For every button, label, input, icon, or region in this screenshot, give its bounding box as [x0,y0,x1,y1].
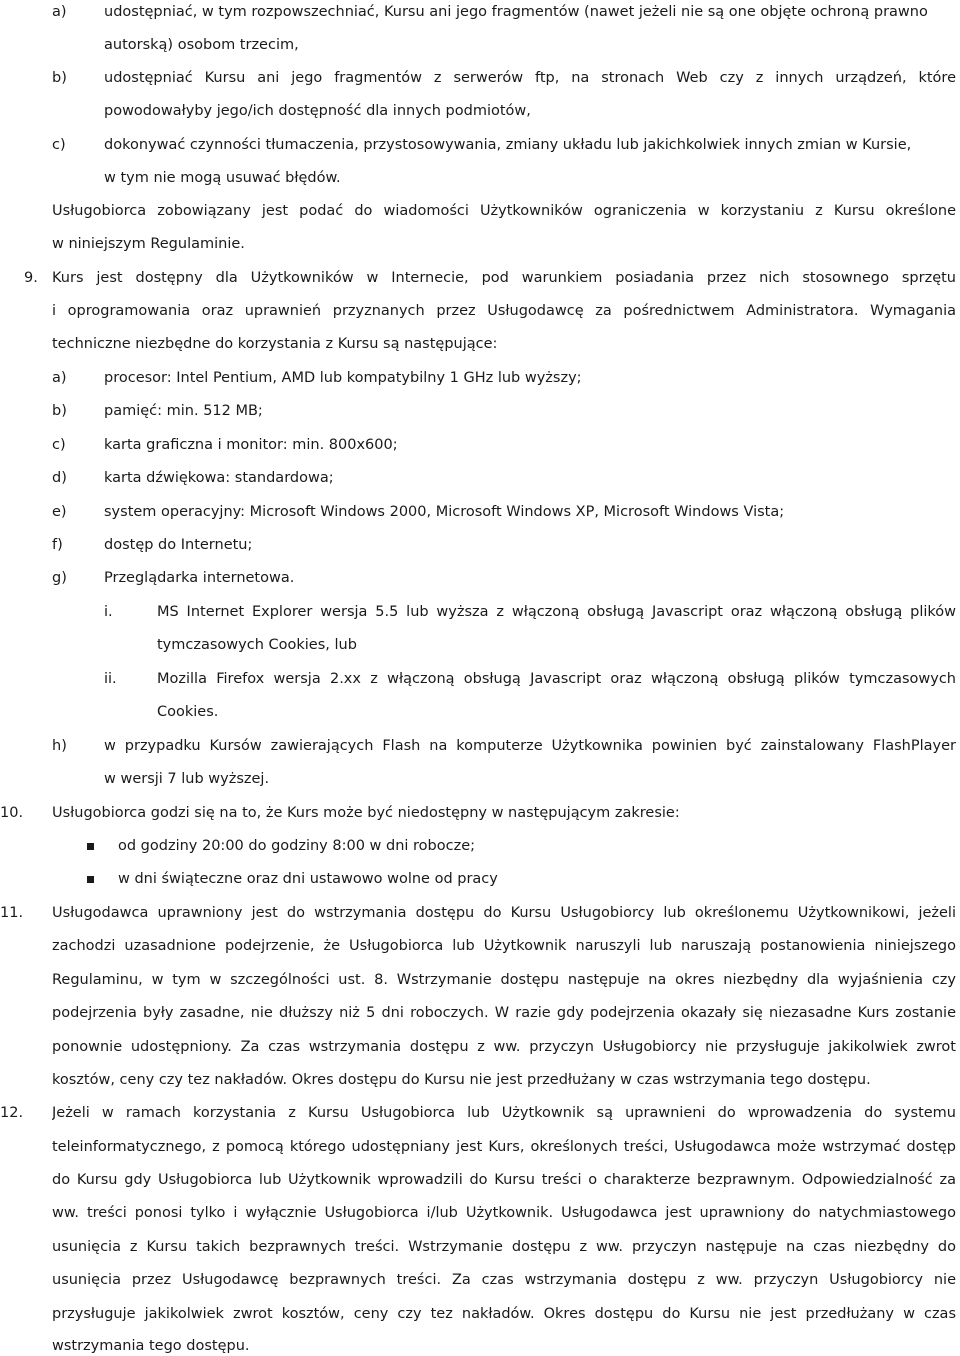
section-9-item-f: dostęp do Internetu; [104,537,253,553]
section-10-number: 10. [0,805,24,821]
section-9-item-c: karta graficzna i monitor: min. 800x600; [104,437,398,453]
section-12-line7: przysługuje jakikolwiek zwrot kosztów, ceny czy tez nakładów. Okres dostępu do Kursu nie jest przedłużany w czas [52,1306,956,1322]
list-item-a-line1: udostępniać, w tym rozpowszechniać, Kursu ani jego fragmentów (nawet jeżeli nie są one objęte ochroną prawno [104,4,928,20]
section-9-number: 9. [24,270,38,286]
section-10-line1: Usługobiorca godzi się na to, że Kurs może być niedostępny w następującym zakresie: [52,805,680,821]
list-item-c-line1: dokonywać czynności tłumaczenia, przystosowywania, zmiany układu lub jakichkolwiek innych zmian w Kursie, [104,137,912,153]
section-11-line2: zachodzi uzasadnione podejrzenie, że Usługobiorca lub Użytkownik naruszyli lub naruszają postanowienia niniejszego [52,938,956,954]
section-9-marker-i: i. [104,604,113,620]
section-9-marker-b: b) [52,403,67,419]
note-line2: w niniejszym Regulaminie. [52,236,245,252]
section-9-marker-f: f) [52,537,63,553]
section-12-line1: Jeżeli w ramach korzystania z Kursu Usługobiorca lub Użytkownik są uprawnieni do wprowadzenia do systemu [52,1105,956,1121]
section-9-item-i-line1: MS Internet Explorer wersja 5.5 lub wyższa z włączoną obsługą Javascript oraz włączoną obsługą plików [157,604,956,620]
section-12-line2: teleinformatycznego, z pomocą którego udostępniany jest Kurs, określonych treści, Usługodawca może wstrzymać dostęp [52,1139,956,1155]
section-9-line1: Kurs jest dostępny dla Użytkowników w Internecie, pod warunkiem posiadania przez nich stosownego sprzętu [52,270,956,286]
section-9-item-i-line2: tymczasowych Cookies, lub [157,637,357,653]
section-9-item-d: karta dźwiękowa: standardowa; [104,470,334,486]
section-9-item-a: procesor: Intel Pentium, AMD lub kompatybilny 1 GHz lub wyższy; [104,370,582,386]
list-item-b-line2: powodowałyby jego/ich dostępność dla innych podmiotów, [104,103,531,119]
section-9-item-h-line2: w wersji 7 lub wyższej. [104,771,270,787]
section-10-bullet1: od godziny 20:00 do godziny 8:00 w dni robocze; [118,838,476,854]
section-9-item-ii-line1: Mozilla Firefox wersja 2.xx z włączoną obsługą Javascript oraz włączoną obsługą plików tymczasowych [157,671,956,687]
section-12-line5: usunięcia z Kursu takich bezprawnych treści. Wstrzymanie dostępu z ww. przyczyn następuje na czas niezbędny do [52,1239,956,1255]
square-bullet-icon [87,843,94,850]
section-11-line1: Usługodawca uprawniony jest do wstrzymania dostępu do Kursu Usługobiorcy lub określonemu Użytkownikowi, jeżeli [52,905,956,921]
section-9-marker-c: c) [52,437,66,453]
note-line1: Usługobiorca zobowiązany jest podać do wiadomości Użytkowników ograniczenia w korzystaniu z Kursu określone [52,203,956,219]
section-9-marker-e: e) [52,504,67,520]
list-item-b-line1: udostępniać Kursu ani jego fragmentów z serwerów ftp, na stronach Web czy z innych urządzeń, które [104,70,956,86]
section-12-line3: do Kursu gdy Usługobiorca lub Użytkownik wprowadzili do Kursu treści o charakterze bezprawnym. Odpowiedzialność za [52,1172,956,1188]
section-11-line4: podejrzenia były zasadne, nie dłuższy niż 5 dni roboczych. W razie gdy podejrzenia okazały się niezasadne Kurs zostanie [52,1005,956,1021]
list-marker-a: a) [52,4,67,20]
section-9-item-b: pamięć: min. 512 MB; [104,403,263,419]
section-11-line3: Regulaminu, w tym w szczególności ust. 8. Wstrzymanie dostępu następuje na okres niezbędny dla wyjaśnienia czy [52,972,956,988]
section-12-number: 12. [0,1105,24,1121]
section-10-bullet2: w dni świąteczne oraz dni ustawowo wolne od pracy [118,871,498,887]
section-9-item-h-line1: w przypadku Kursów zawierających Flash na komputerze Użytkownika powinien być zainstalowany FlashPlayer [104,738,956,754]
section-12-line6: usunięcia przez Usługodawcę bezprawnych treści. Za czas wstrzymania dostępu z ww. przyczyn Usługobiorcy nie [52,1272,956,1288]
section-11-line6: kosztów, ceny czy tez nakładów. Okres dostępu do Kursu nie jest przedłużany w czas wstrzymania tego dostępu. [52,1072,871,1088]
section-9-item-e: system operacyjny: Microsoft Windows 2000, Microsoft Windows XP, Microsoft Windows Vista; [104,504,785,520]
section-11-line5: ponownie udostępniony. Za czas wstrzymania dostępu z ww. przyczyn Usługobiorcy nie przysługuje jakikolwiek zwrot [52,1039,956,1055]
section-9-marker-ii: ii. [104,671,117,687]
section-9-marker-g: g) [52,570,67,586]
square-bullet-icon [87,876,94,883]
section-12-line8: wstrzymania tego dostępu. [52,1338,250,1354]
section-9-marker-a: a) [52,370,67,386]
section-9-line2: i oprogramowania oraz uprawnień przyznanych przez Usługodawcę za pośrednictwem Administratora. Wymagania [52,303,956,319]
section-9-marker-h: h) [52,738,67,754]
list-item-a-line2: autorską) osobom trzecim, [104,37,299,53]
list-item-c-line2: w tym nie mogą usuwać błędów. [104,170,341,186]
section-9-marker-d: d) [52,470,67,486]
section-9-item-ii-line2: Cookies. [157,704,219,720]
section-9-item-g: Przeglądarka internetowa. [104,570,295,586]
list-marker-b: b) [52,70,67,86]
section-9-line3: techniczne niezbędne do korzystania z Kursu są następujące: [52,336,498,352]
section-11-number: 11. [0,905,24,921]
list-marker-c: c) [52,137,66,153]
section-12-line4: ww. treści ponosi tylko i wyłącznie Usługobiorca i/lub Użytkownik. Usługodawca jest uprawniony do natychmiastowego [52,1205,956,1221]
